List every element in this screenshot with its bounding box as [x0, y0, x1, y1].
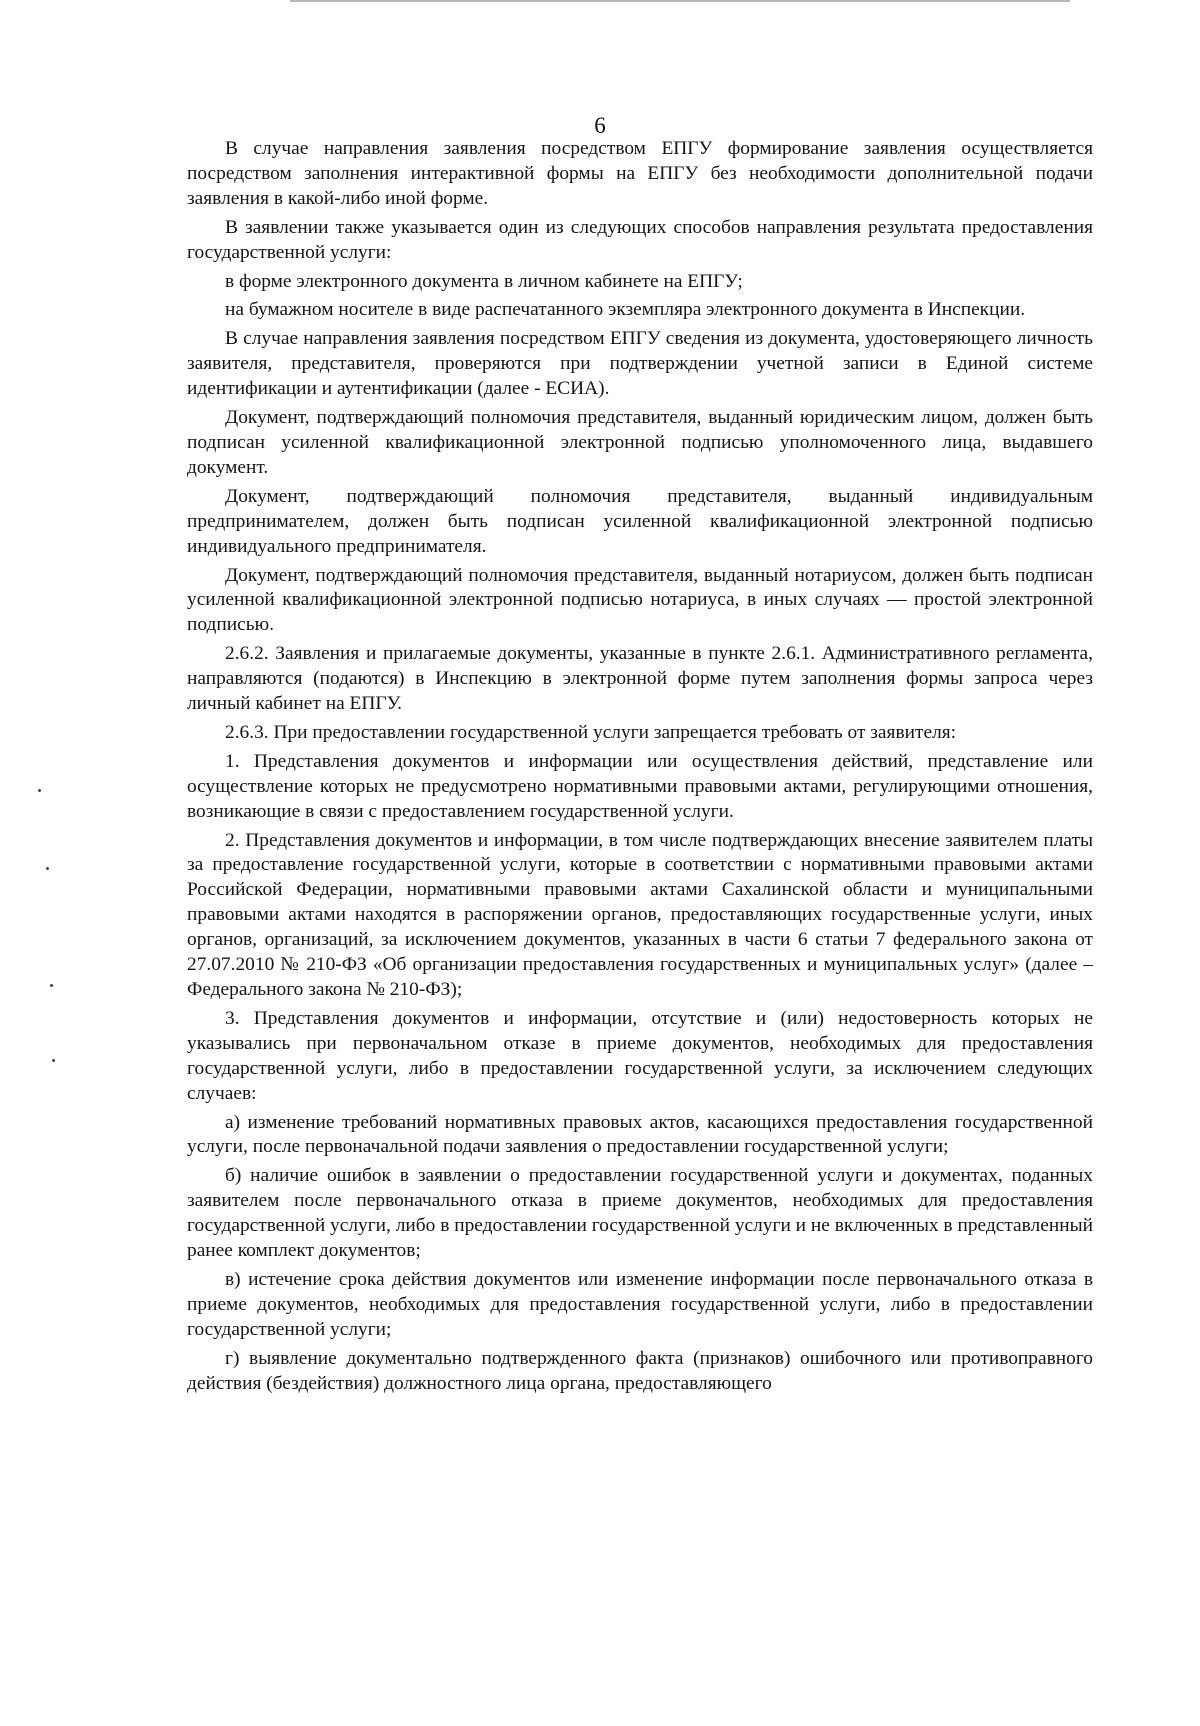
section-paragraph: 2.6.3. При предоставлении государственной услуги запрещается требовать от заявителя:	[225, 721, 957, 743]
scan-top-edge	[290, 0, 1070, 2]
sub-list-item: в) истечение срока действия документов или изменение информации после первоначального отказа в приеме документов, необходимых для предоставления государственной услуги, либо в предоставлении государственной услуги;	[187, 1268, 1093, 1340]
paragraph: В случае направления заявления посредством ЕПГУ формирование заявления осуществляется посредством заполнения интерактивной формы на ЕПГУ без необходимости дополнительной подачи заявления в какой-либо иной форме.	[187, 138, 1093, 209]
paragraph: Документ, подтверждающий полномочия представителя, выданный нотариусом, должен быть подписан усиленной квалификационной электронной подписью нотариуса, в иных случаях — простой электронной подписью.	[187, 564, 1093, 636]
sub-list-item: г) выявление документально подтвержденного факта (признаков) ошибочного или противоправного действия (бездействия) должностного лица органа, предоставляющего	[187, 1347, 1093, 1394]
paragraph: В заявлении также указывается один из следующих способов направления результата предоставления государственной услуги:	[187, 216, 1093, 263]
scan-speck	[52, 1059, 55, 1062]
scan-speck	[46, 867, 49, 870]
page-number: 6	[594, 113, 606, 138]
list-item: на бумажном носителе в виде распечатанного экземпляра электронного документа в Инспекции.	[225, 299, 1026, 321]
list-item: 2. Представления документов и информации, в том числе подтверждающих внесение заявителем платы за предоставление государственной услуги, которые в соответствии с нормативными правовыми актами Российской Федерации, нормативными правовыми актами Сахалинской области и муниципальными правовыми актами находятся в распоряжении органов, предоставляющих государственные услуги, иных органов, организаций, за исключением документов, указанных в части 6 статьи 7 федерального закона от 27.07.2010 № 210-ФЗ «Об организации предоставления государственных и муниципальных услуг» (далее – Федерального закона № 210-ФЗ);	[187, 829, 1093, 1000]
paragraph: Документ, подтверждающий полномочия представителя, выданный юридическим лицом, должен быть подписан усиленной квалификационной электронной подписью уполномоченного лица, выдавшего документ.	[187, 407, 1093, 478]
section-paragraph: 2.6.2. Заявления и прилагаемые документы, указанные в пункте 2.6.1. Административного регламента, направляются (подаются) в Инспекцию в электронной форме путем заполнения формы запроса через личный кабинет на ЕПГУ.	[187, 643, 1093, 715]
list-item: 3. Представления документов и информации, отсутствие и (или) недостоверность которых не указывались при первоначальном отказе в приеме документов, необходимых для предоставления государственной услуги, либо в предоставлении государственной услуги, за исключением следующих случаев:	[187, 1007, 1093, 1104]
scan-speck	[50, 984, 53, 987]
list-item: 1. Представления документов и информации или осуществления действий, представление или осуществление которых не предусмотрено нормативными правовыми актами, регулирующими отношения, возникающие в связи с предоставлением государственной услуги.	[187, 750, 1093, 822]
scan-speck	[38, 789, 41, 792]
paragraph: В случае направления заявления посредством ЕПГУ сведения из документа, удостоверяющего личность заявителя, представителя, проверяются при подтверждении учетной записи в Единой системе идентификации и аутентификации (далее - ЕСИА).	[187, 328, 1093, 400]
list-item: в форме электронного документа в личном кабинете на ЕПГУ;	[225, 270, 743, 292]
sub-list-item: б) наличие ошибок в заявлении о предоставлении государственной услуги и документах, поданных заявителем после первоначального отказа в приеме документов, необходимых для предоставления государственной услуги, либо в предоставлении государственной услуги и не включенных в представленный ранее комплект документов;	[187, 1165, 1093, 1262]
paragraph: Документ, подтверждающий полномочия представителя, выданный индивидуальным предпринимателем, должен быть подписан усиленной квалификационной электронной подписью индивидуального предпринимателя.	[187, 485, 1093, 557]
sub-list-item: а) изменение требований нормативных правовых актов, касающихся предоставления государственной услуги, после первоначальной подачи заявления о предоставлении государственной услуги;	[187, 1111, 1093, 1158]
document-body	[187, 137, 1093, 1397]
